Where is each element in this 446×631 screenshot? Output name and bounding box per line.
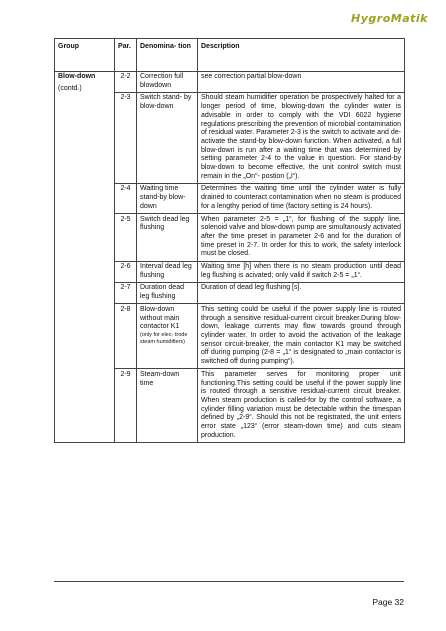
description: Should steam humidifier operation be prospectively halted for a longer period of time, blowing-down the cylinder water is advisable in order to comply with the VDI 6022 hygiene regulations prescribing the prevention of microbial contamination of residual water. Parameter 2-3 is the switch to activate and de-activate the stand-by blow-down function. When activated, a full blow-down is run after a waiting time that was determined by setting parameter 2-4 to the value in question. For stand-by blow-down to become effective, the unit control switch must remain in the „On“- postion („I“). [198,92,405,183]
description: Waiting time [h] when there is no steam production until dead leg flushing is acivated; only valid if switch 2-5 = „1“. [198,261,405,282]
denomination-cell [137,282,198,303]
parameter-number: 2-6 [115,261,137,282]
denomination: Correction full blowdown [140,73,184,89]
parameter-number: 2-4 [115,183,137,213]
denomination: Interval dead leg flushing [140,263,192,279]
page-number: Page 32 [372,597,404,607]
denomination: Blow-down without main contactor K1 [140,305,180,331]
denomination-cell [137,183,198,213]
description: When parameter 2-5 = „1“, for flushing of the supply line, solenoid valve and blow-down pump are simultanously activated after the time preset in parameter 2-6 and for the duration of time preset in 2-7. In order for this to work, the safety interlock must be closed. [198,214,405,262]
denomination: Waiting time stand-by blow-down [140,185,186,210]
parameter-number: 2-3 [115,92,137,183]
description: This setting could be useful if the power supply line is routed through a sensitive residual-current circuit breaker.During blow-down, leakage currents may flow towards ground through cylinder water. In order to avoid the activation of the leakage sensor circuit-breaker, the main contactor K1 may be switched off during pumping (2-8 = „1“ is designated to „main contactor is switched off during pumping“). [198,304,405,369]
denomination-cell [137,261,198,282]
parameter-number: 2-7 [115,282,137,303]
table-header-row [55,39,405,72]
denomination: Duration dead leg flushing [140,284,184,301]
parameter-number: 2-8 [115,304,137,369]
description: This parameter serves for monitoring proper unit functioning.This setting could be useful if the power supply line is routed through a sensitive residual-current circuit breaker. When steam production is called-for by the control software, a cylinder filling variation must be detectable within the timespan defined by „2-9“. Should this not be registrated, the unit enters error state „123“ (error steam-down time) and cuts steam production. [198,369,405,443]
table-row [55,71,405,92]
description: Duration of dead leg flushing [s]. [198,282,405,303]
denomination-cell [137,304,198,369]
group-name: Blow-down [58,73,96,80]
parameter-number: 2-2 [115,71,137,92]
denomination-note: (only for elec- trode steam humidifiers) [140,331,188,345]
group-subtitle: (contd.) [58,84,82,92]
description: Determines the waiting time until the cylinder water is fully drained to counteract contamination when no steam is produced for a lengthy period of time (factory setting is 24 hours). [198,183,405,213]
denomination: Switch stand- by blow-down [140,94,192,111]
denomination-cell [137,92,198,183]
header-par: Par. [115,39,137,72]
denomination: Switch dead leg flushing [140,215,190,232]
denomination-cell [137,71,198,92]
parameter-number: 2-5 [115,214,137,262]
header-description: Description [198,39,405,72]
parameter-table [54,38,405,443]
denomination-cell [137,214,198,262]
footer-divider [54,581,404,582]
parameter-number: 2-9 [115,369,137,443]
denomination-cell [137,369,198,443]
header-denomination: Denomina- tion [137,39,198,72]
header-group: Group [55,39,115,72]
denomination: Steam-down time [140,370,180,387]
hygromatik-logo: HygroMatik [351,12,428,25]
group-cell [55,71,115,442]
description: see correction partial blow-down [198,71,405,92]
